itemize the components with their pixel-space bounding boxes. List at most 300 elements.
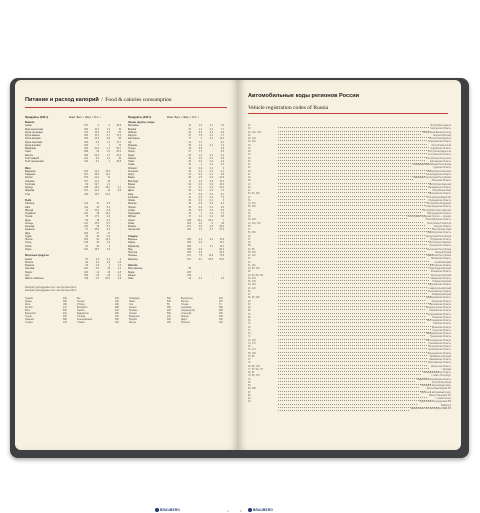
food-value: 13,2	[105, 213, 110, 215]
activity-kcal: 600	[115, 319, 119, 321]
food-value: 1,1	[106, 148, 110, 150]
food-value: 313	[84, 131, 88, 134]
food-name: Горбуша	[25, 203, 35, 206]
activity-name: Глажка	[77, 322, 85, 324]
activity-name: Хоккей	[129, 313, 137, 315]
food-value: -	[120, 170, 121, 173]
food-value: -	[120, 226, 121, 228]
food-value: 42	[188, 278, 191, 280]
food-value: 4,8	[117, 261, 121, 264]
region-name: Костромская область	[428, 154, 451, 157]
food-value: 27	[188, 135, 191, 137]
activity-kcal: 160	[219, 316, 223, 318]
food-value: 18,2	[94, 187, 99, 189]
food-value: -	[120, 245, 121, 248]
food-value: 1	[108, 161, 110, 163]
region-name: Нижегородская область	[425, 206, 451, 209]
food-value: 52,6	[219, 258, 224, 261]
food-value: 64	[85, 261, 88, 264]
food-value: -	[223, 268, 224, 271]
food-name: Макароны	[25, 148, 37, 150]
region-name: Республика Мордовия	[427, 203, 451, 205]
region-code: 20, 95	[248, 248, 255, 251]
food-name: Морковь	[128, 144, 138, 147]
food-name: Сыр	[25, 274, 30, 277]
food-value: 10,3	[219, 187, 224, 189]
food-value: 27	[188, 151, 191, 154]
food-value: 214	[84, 157, 88, 160]
food-name: Индейка	[25, 190, 35, 193]
brand-mark-icon	[248, 508, 252, 512]
food-value: 0,8	[198, 148, 202, 150]
region-name: Еврейская автономная область	[417, 378, 451, 381]
region-name: Орловская область	[430, 238, 451, 241]
activity-kcal: 500	[167, 298, 171, 300]
food-name: Коньяк	[128, 274, 136, 277]
activity-table	[25, 298, 229, 325]
food-name: Фасоль	[25, 154, 33, 157]
food-value: 648	[187, 219, 191, 222]
food-name: Творог	[25, 271, 33, 274]
food-name: Изюм	[128, 222, 134, 225]
food-value: 21,2	[94, 177, 99, 180]
food-value: 204	[84, 268, 88, 271]
food-value: 265	[187, 239, 191, 241]
food-name: Яблоко	[128, 216, 136, 219]
food-value: 308	[187, 248, 191, 251]
food-value: 547	[187, 258, 191, 261]
region-code: 61, 161	[248, 264, 256, 267]
region-name: Воронежская область	[427, 352, 451, 355]
food-value: 11,9	[94, 138, 99, 141]
food-name: Горох	[25, 151, 32, 154]
food-value: 24	[188, 125, 191, 128]
region-name: Приморский край	[432, 281, 451, 283]
food-value: 10,3	[94, 128, 99, 131]
food-name: Вино красное	[128, 268, 143, 271]
region-code: 02, 102, 702	[248, 131, 261, 134]
region-name: Курганская область	[430, 160, 451, 163]
food-value: 65	[118, 138, 121, 141]
region-name: Оренбургская область	[427, 232, 451, 235]
food-value: 18,4	[105, 187, 110, 189]
food-name: Кефир	[25, 258, 33, 261]
footnotes	[25, 286, 225, 292]
food-value: 4,4	[220, 164, 224, 167]
region-name: г. Санкт-Петербург	[431, 375, 451, 378]
food-name: Мука пшеничная	[25, 128, 43, 131]
food-name: Абрикос	[128, 167, 137, 170]
left-page	[15, 80, 238, 513]
food-value: 57,5	[219, 229, 224, 232]
food-value: 0	[211, 222, 213, 225]
food-name: Груша	[128, 187, 135, 189]
col1-header: Продукты (100 г)	[25, 115, 49, 119]
food-value: 9,6	[220, 209, 224, 212]
food-value: 19	[96, 235, 99, 238]
food-value: 323	[84, 144, 88, 147]
region-name: Чувашская Республика	[426, 255, 451, 257]
region-name: Сахалинская область	[427, 290, 451, 293]
food-name: Крупа овсяная	[25, 138, 41, 141]
region-name: Курская область	[433, 167, 451, 170]
food-value: 3,4	[220, 154, 224, 157]
food-value: 35	[188, 144, 191, 147]
food-value: 9,5	[220, 206, 224, 209]
region-code: 65	[248, 290, 251, 293]
region-code: 17	[248, 229, 251, 231]
region-name: Новгородская область	[427, 212, 451, 215]
region-code: 57	[248, 238, 251, 241]
activity-kcal: 220	[63, 298, 67, 300]
activity-kcal: 590	[63, 319, 67, 321]
food-value: 74	[118, 144, 121, 147]
food-value: 0,9	[198, 200, 202, 202]
region-name: Липецкая область	[431, 180, 451, 183]
region-name: Карачаево-Черкесская Республика	[413, 177, 451, 179]
footnote-2: Калорий, расходуемых за 1 час при весе 80 кг	[25, 289, 77, 293]
region-code: 63, 163	[248, 277, 256, 280]
food-name: Мед	[128, 248, 133, 251]
food-name: Треска	[25, 216, 33, 219]
activity-name: Чтение	[181, 304, 189, 306]
food-value: -	[212, 271, 213, 274]
food-value: 296	[187, 245, 191, 248]
food-name: Креветки	[25, 229, 35, 232]
food-value: 7,5	[198, 255, 202, 258]
food-name: Молочные продукты	[25, 255, 49, 258]
food-value: 70	[85, 209, 88, 212]
food-name: Мармелад	[128, 245, 140, 248]
brand-mark-icon	[155, 508, 159, 512]
region-code: 31	[248, 320, 251, 322]
region-code: 87	[248, 391, 251, 394]
food-name: Скумбрия	[25, 213, 36, 215]
region-code: 23, 93, 123	[248, 268, 260, 270]
food-value: 0,9	[198, 206, 202, 209]
region-name: Департамент автоинспекции МВД РФ	[410, 407, 451, 410]
food-value: 0,6	[106, 216, 110, 219]
activity-name: Гольф	[25, 316, 32, 318]
food-value: 53,3	[116, 151, 121, 154]
region-name: Свердловская область	[426, 297, 451, 300]
title-underline	[25, 107, 227, 108]
food-name: Крупа манная	[25, 135, 40, 137]
region-name: Республика Бурятия	[429, 138, 451, 140]
region-name: Саратовская область	[428, 284, 451, 287]
region-code: 28	[248, 300, 251, 303]
food-value: 298	[84, 151, 88, 154]
food-value: 9,3	[95, 141, 99, 144]
region-code: 86, 186	[248, 388, 256, 391]
region-code: 42, 142	[248, 141, 256, 144]
food-value: 82	[85, 219, 88, 222]
food-value: -	[120, 203, 121, 206]
region-name: Удмуртская Республика	[425, 235, 451, 238]
food-value: 1,2	[106, 183, 110, 186]
food-value: 0,6	[198, 131, 202, 134]
region-name: Забайкальский край	[429, 355, 451, 358]
region-name: Республика Коми	[432, 190, 451, 192]
food-name: Щука	[25, 219, 31, 222]
activity-name: Плавание	[129, 298, 140, 300]
food-value: -	[120, 229, 121, 232]
food-name: Утка	[25, 193, 30, 196]
food-value: 264	[187, 222, 191, 225]
food-value: 1	[200, 213, 202, 215]
region-name: Вологодская область	[428, 346, 451, 348]
food-value: -	[212, 268, 213, 271]
regions-title-underline	[248, 113, 448, 114]
food-value: -	[223, 271, 224, 274]
food-value: 0,9	[198, 170, 202, 173]
food-value: 0,1	[209, 167, 213, 170]
regions-title-en: Vehicle registration codes of Russia	[248, 105, 329, 111]
food-name: Мясо	[25, 167, 31, 170]
food-value: -	[120, 177, 121, 180]
activity-kcal: 480	[167, 310, 171, 312]
region-code: 30	[248, 313, 251, 316]
region-name: Псковская область	[430, 258, 451, 261]
food-value: 18	[96, 226, 99, 228]
food-value: 4,5	[220, 125, 224, 128]
region-name: Кабардино-Балкарская Республика	[413, 164, 451, 166]
food-name: Печенье	[128, 255, 138, 258]
food-value: 2	[200, 138, 202, 141]
activity-name: Аэробика	[181, 307, 192, 309]
food-value: 22	[188, 164, 191, 167]
food-value: 11	[107, 177, 110, 180]
region-name: Камчатский край	[433, 134, 451, 137]
region-name: Кировская область	[430, 147, 451, 150]
region-code: 06	[248, 157, 251, 160]
food-value: 70,9	[219, 239, 224, 241]
region-code: 78, 98, 178	[248, 375, 260, 378]
food-value: 238	[84, 187, 88, 189]
region-name: Алтайский край	[434, 261, 451, 264]
food-value: 0,4	[209, 196, 213, 199]
right-page	[238, 80, 461, 513]
food-name: Вишня	[128, 183, 136, 186]
food-value: 417	[187, 255, 191, 258]
food-value: -	[120, 216, 121, 219]
food-value: 0,7	[117, 187, 121, 189]
food-value: 0,8	[198, 203, 202, 206]
food-value: 2,2	[106, 229, 110, 232]
food-value: 140	[84, 203, 88, 206]
food-value: 72	[188, 180, 191, 183]
food-value: 0,6	[198, 161, 202, 163]
food-value: 309	[84, 154, 88, 157]
food-name: Томат	[128, 161, 135, 163]
food-value: 3,3	[106, 131, 110, 134]
region-name: Омская область	[433, 225, 451, 228]
region-code: 43	[248, 147, 251, 150]
region-name: Кемеровская область	[427, 141, 451, 144]
region-code: 47	[248, 173, 251, 176]
region-code: 41	[248, 134, 251, 137]
region-code: 92	[248, 398, 251, 400]
region-code: 26, 126	[248, 287, 256, 290]
food-value: 235	[187, 271, 191, 274]
activity-kcal: 180	[63, 304, 67, 306]
food-value: 0,6	[117, 274, 121, 277]
food-value: 44	[188, 167, 191, 170]
food-value: 1,7	[106, 154, 110, 157]
region-name: Ярославская область	[427, 362, 451, 365]
activity-kcal: 420	[115, 310, 119, 312]
food-name: Масло сливочное	[25, 278, 44, 280]
food-value: 5,3	[220, 151, 224, 154]
food-value: 0	[97, 125, 99, 128]
food-value: 1,4	[198, 141, 202, 144]
region-name: Республика Адыгея	[430, 125, 451, 127]
activity-kcal: 370	[219, 301, 223, 303]
activity-name: Теннис	[77, 301, 85, 303]
food-value: 41	[188, 141, 191, 144]
region-code: 72	[248, 336, 251, 339]
food-value: 9	[222, 167, 224, 170]
food-value: 29	[107, 274, 110, 277]
region-name: Ленинградская область	[425, 173, 451, 176]
region-name: Ханты-Мансийский АО	[426, 388, 451, 391]
food-value: -	[212, 141, 213, 144]
food-name: Свинина	[25, 180, 35, 183]
food-value: 0,6	[198, 174, 202, 176]
region-codes-list	[248, 125, 451, 411]
activity-name: Йога	[25, 304, 30, 306]
food-name: Редис	[128, 154, 135, 157]
food-value: 54,5	[116, 154, 121, 157]
food-value: 18	[107, 271, 110, 274]
region-code: 49	[248, 186, 251, 189]
food-value: 16,3	[94, 170, 99, 173]
food-name: Малина	[128, 203, 137, 206]
food-value: 77	[188, 138, 191, 141]
food-value: -	[223, 274, 224, 277]
region-name: Владимирская область	[426, 333, 451, 335]
activity-kcal: 150	[167, 322, 171, 324]
food-value: 33	[107, 180, 110, 183]
food-value: 0,5	[209, 203, 213, 206]
food-value: 34	[188, 200, 191, 202]
food-value: 187	[84, 174, 88, 176]
food-value: -	[120, 232, 121, 235]
activity-name: Стрельба	[181, 313, 192, 315]
food-value: 0,8	[198, 209, 202, 212]
region-code: 64, 164	[248, 284, 256, 287]
food-value: 17,5	[94, 216, 99, 219]
activity-name: Бокс	[25, 310, 30, 312]
food-name: Окунь	[25, 248, 32, 251]
food-value: 47	[188, 187, 191, 189]
activity-name: Бадминтон	[77, 313, 89, 315]
food-name: Зефир	[128, 242, 136, 245]
food-value: 231	[187, 229, 191, 232]
region-code: 79	[248, 378, 251, 381]
food-value: 99,8	[116, 125, 121, 128]
food-value: 0,1	[209, 245, 213, 248]
region-code: 46	[248, 167, 251, 170]
food-value: 0,1	[209, 157, 213, 160]
page-number-left: 4	[227, 510, 229, 513]
region-name: Республика Калмыкия	[427, 170, 451, 173]
region-name: Республика Саха (Якутия)	[422, 209, 451, 212]
food-value: 95	[188, 177, 191, 180]
region-code: 94	[248, 401, 251, 404]
food-value: 2,3	[198, 229, 202, 232]
food-name: Арбуз	[128, 174, 135, 176]
food-value: 4	[119, 258, 121, 261]
food-value: -	[201, 271, 202, 274]
region-code: 09	[248, 177, 251, 179]
food-name: Варенье	[128, 239, 138, 241]
food-value: 2,9	[220, 148, 224, 150]
region-code: 67	[248, 303, 251, 306]
region-code: 25, 125	[248, 281, 256, 283]
activity-name: Садоводство	[181, 310, 196, 312]
food-value: 1,5	[198, 177, 202, 180]
region-code: 73, 173	[248, 342, 256, 345]
food-value: 15,4	[219, 180, 224, 183]
food-value: 1	[200, 164, 202, 167]
food-value: 0,9	[198, 167, 202, 170]
food-value: 41	[188, 196, 191, 199]
food-name: Киви	[128, 193, 134, 196]
activity-name: Лыжи	[129, 301, 135, 303]
region-code: 60	[248, 258, 251, 261]
region-code: 69	[248, 316, 251, 319]
food-value: 239	[187, 274, 191, 277]
region-name: Волгоградская область	[426, 339, 451, 342]
food-name: Смородина	[128, 213, 141, 215]
food-value: 3,4	[117, 268, 121, 271]
region-name: Архангельская область	[426, 307, 451, 309]
food-name: Тыква	[128, 164, 135, 167]
food-value: 1,8	[198, 135, 202, 137]
region-name: г. Москва	[441, 368, 451, 371]
food-value: 1,1	[106, 128, 110, 131]
food-value: 305	[187, 252, 191, 254]
food-value: -	[212, 248, 213, 251]
activity-name: Велосипед	[181, 298, 193, 300]
region-name: Ненецкий автономный округ	[420, 385, 451, 387]
food-value: 1,3	[198, 144, 202, 147]
food-name: Курица	[25, 187, 33, 189]
food-value: 1,8	[198, 222, 202, 225]
food-name: Крупа гречневая	[25, 131, 43, 134]
region-code: 22	[248, 261, 251, 264]
region-code: 82	[248, 381, 251, 384]
food-value: 78,3	[219, 242, 224, 245]
food-name: Лимон	[128, 200, 135, 202]
food-value: 7,2	[220, 144, 224, 147]
food-value: 0,2	[209, 183, 213, 186]
food-value: 27	[96, 232, 99, 235]
food-value: 5,8	[106, 138, 110, 141]
activity-name: Пилатес	[181, 322, 190, 324]
food-value: 332	[84, 148, 88, 150]
food-value: -	[120, 206, 121, 209]
food-name: Водка	[128, 271, 135, 274]
food-name: Бакалея	[25, 122, 35, 124]
region-name: Байконур	[440, 404, 451, 407]
region-code: 24, 84, 88, 124	[248, 274, 264, 277]
food-value: 4,2	[117, 265, 121, 267]
food-value: 20	[188, 161, 191, 163]
food-value: 1,2	[198, 128, 202, 131]
food-value: 8,1	[220, 170, 224, 173]
